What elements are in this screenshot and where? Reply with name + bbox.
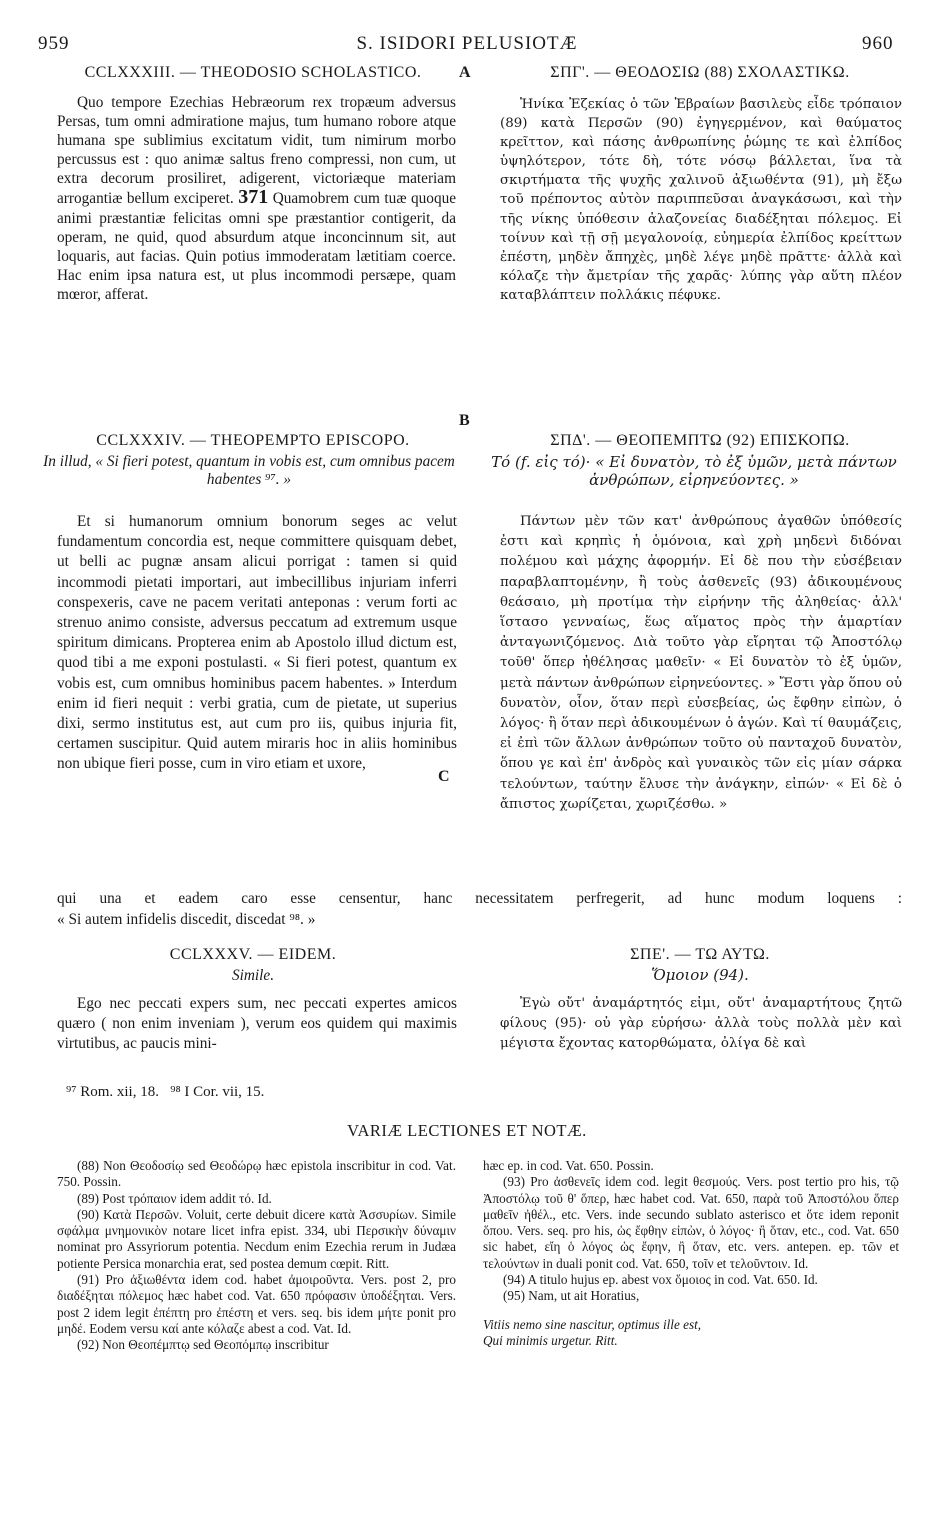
note-92-continued: hæc ep. in cod. Vat. 650. Possin. bbox=[483, 1158, 654, 1173]
ep285-latin-paragraph: Ego nec peccati expers sum, nec peccati expertes amicos quæro ( non enim inveniam ), verum eos quidem qui maximis virtutibus, ac paucis mini- bbox=[57, 995, 457, 1052]
ep283-latin-title: CCLXXXIII. — THEODOSIO SCHOLASTICO. bbox=[84, 64, 422, 81]
column-marker-c: C bbox=[438, 768, 450, 785]
right-page-number: 960 bbox=[862, 33, 894, 54]
note-95: (95) Nam, ut ait Horatius, bbox=[503, 1288, 640, 1304]
ep283-greek-text bbox=[500, 95, 902, 305]
ep283-greek-title: ΣΠΓ'. — ΘΕΟΔΟΣΙΩ (88) ΣΧΟΛΑΣΤΙΚΩ. bbox=[550, 64, 850, 81]
note-88: (88) Non Θεοδοσίῳ sed Θεοδώρῳ hæc epistola inscribitur in cod. Vat. 750. Possin. bbox=[57, 1158, 456, 1190]
ep283-greek-paragraph: Ἡνίκα Ἐζεκίας ὁ τῶν Ἑβραίων βασιλεὺς εἶδε τρόπαιον (89) κατὰ Περσῶν (90) ἐγηγερμένον, καὶ θαύματος κρεῖττον, καὶ πάσης ἀνθρωπίνης ῥώμης τε καὶ ἐλπίδος ὑψηλότερον, τότε δὴ, τότε νόσῳ βάλλεται, ἵνα τὰ σκιρτήματα τῆς ψυχῆς χαλινοῦ ἀξιωθέντα (91), μὴ ἔξω τοῦ πρέποντος αὐτὸν παριππεῦσαι ἀναγκάσωσι, καὶ τὴν τῆς νίκης ὑπόθεσιν ἀλαζονείας διαδέξηται πόλεμος. Εἰ τοίνυν καὶ τῇ σῇ μεγαλονοίᾳ, εὐημερία ἐλπίδος κρείττων ἐπέστη, μηδὲν ἄπηχὲς, μηδὲ λέγε μηδὲ πρᾶττε· ἀλλὰ καὶ κόλαζε τὴν ἄμετρίαν τῆς χαρᾶς· λύπης γὰρ αὕτη πλέον καταβλάπτειν πολλάκις πέφυκε. bbox=[500, 97, 902, 303]
column-marker-a: A bbox=[459, 64, 471, 81]
horace-verse-2: Qui minimis urgetur. Ritt. bbox=[483, 1332, 618, 1348]
ep285-greek-subtitle: Ὅμοιον (94). bbox=[651, 966, 749, 984]
ep285-latin-text bbox=[57, 994, 457, 1054]
running-title: S. ISIDORI PELUSIOTÆ bbox=[356, 33, 578, 54]
ep285-latin-subtitle: Simile. bbox=[231, 967, 275, 984]
scripture-footnotes: ⁹⁷ Rom. xii, 18. ⁹⁸ I Cor. vii, 15. bbox=[66, 1084, 265, 1100]
ep284-last-line: « Si autem infidelis discedit, discedat ⁹⁸. » bbox=[57, 911, 316, 928]
ep284-latin-title: CCLXXXIV. — THEOPEMPTO EPISCOPO. bbox=[96, 432, 410, 449]
ep285-greek-text bbox=[500, 994, 902, 1054]
ep284-latin-paragraph: Et si humanorum omnium bonorum seges ac velut fundamentum concordia est, neque committere quisquam debet, ut belli ac pugnæ ansam alicui porrigat : tamen si quid incommodi pietati importari, aut imbecillibus injuriam inferri conspexeris, cave ne pacem veritati anteponas : verum forti ac strenuo animo consiste, adversus peccatum ad extremum usque spiritum dimicans. Propterea enim ab Apostolo illud dictum est, quod tibi a me exponi postulasti. « Si fieri potest, quantum ex vobis est, cum omnibus hominibus pacem habentes. » Interdum enim id fieri nequit : verbi gratia, cum de pietate, ut superius dixi, sermo institutus est, aut cum pro iis, quibus injuria fit, certamen suscipitur. Quid autem miraris hoc in aliis hominibus non ubique fieri posse, cum in viro etiam et uxore, bbox=[57, 513, 457, 773]
ep284-latin-text bbox=[57, 512, 457, 775]
ep284-greek-subtitle: Τό (f. εἰς τό)· « Εἰ δυνατὸν, τὸ ἐξ ὑμῶν, μετὰ πάντων ἀνθρώπων, εἰρηνεύοντες. » bbox=[491, 453, 897, 489]
ep285-latin-title: CCLXXXV. — EIDEM. bbox=[169, 946, 337, 963]
column-marker-b: B bbox=[459, 412, 470, 429]
notes-right-column bbox=[483, 1158, 899, 1349]
ep285-greek-title: ΣΠΕ'. — ΤΩ ΑΥΤΩ. bbox=[630, 946, 770, 963]
left-page-number: 959 bbox=[38, 33, 70, 54]
ep284-greek-text bbox=[500, 512, 902, 815]
column-number-371: 371 bbox=[238, 186, 269, 209]
ep283-latin-part1: Quo tempore Ezechias Hebræorum rex tropæum adversus Persas, tum omni admiratione majus, tum humano robore atque humana spe sublimius excitatum vidit, tum nimirum morbo percussus est : quo animæ saltus freno compressi, non cum, ut extra decorum prosiliret, adigerent, victoriæque materiam arrogantiæ bellum exciperet. bbox=[57, 94, 456, 208]
note-91: (91) Pro ἀξιωθέντα idem cod. habet ἀμοιροῦντα. Vers. post 2, pro διαδέξηται πόλεμος hæc habet cod. Vat. 650 πρόφασιν ὑποδέξηται. Vers. post 2 idem legit ἐπέπτη pro ἐπέστη et vers. seq. bis idem μήτε ponit pro μηδέ. Eodem versu καί ante κόλαζε abest a cod. Vat. Id. bbox=[57, 1272, 456, 1336]
note-90: (90) Κατὰ Περσῶν. Voluit, certe debuit dicere κατὰ Ἀσσυρίων. Simile σφάλμα μνημονικὸν notare licet infra epist. 334, ubi Περσικὴν δύναμιν nominat pro Assyriorum potentia. Necdum enim Ezechia rerum in Judæa potiente Persica monarchia erat, sed postea demum cœpit. Ritt. bbox=[57, 1206, 456, 1271]
notes-left-column bbox=[57, 1158, 456, 1354]
ep284-full-line: qui una et eadem caro esse censentur, hanc necessitatem perfregerit, ad hunc modum loquens : bbox=[57, 890, 902, 907]
ep284-greek-paragraph: Πάντων μὲν τῶν κατ' ἀνθρώπους ἀγαθῶν ὑπόθεσίς ἐστι καὶ κρηπὶς ἡ ὁμόνοια, καὶ χρὴ μηδενὶ διδόναι πολέμου καὶ μάχης ἀφορμήν. Εἰ δὲ που τὴν εὐσέβειαν παραβλαπτομένην, ἢ τοὺς ἀσθενεῖς (93) ἀδικουμένους θεάσαιο, μὴ προτίμα τὴν εἰρήνην τῆς ἀληθείας· ἀλλ' ἵστασο γενναίως, ἕως αἵματος πρὸς τὴν ἁμαρτίαν ἀνταγωνιζόμενος. Διὰ τοῦτο γὰρ εἴρηται τῷ Ἀποστόλῳ τοῦθ' ὅπερ ἠθέλησας μαθεῖν· « Εἰ δυνατὸν τὸ ἐξ ὑμῶν, μετὰ πάντων ἀνθρώπων εἰρηνεύοντες. » Ἔστι γὰρ ὅπου οὐ δυνατὸν, οἷον, ὅταν περὶ εὐσεβείας, ὡς ἔφθην εἰπὼν, ὁ λόγος· ἢ ὅταν περὶ ἀδικουμένων ὁ ἀγών. Καὶ τί θαυμάζεις, εἰ ἐπὶ τῶν ἄλλων ἀνθρώπων τοῦτο οὐ πανταχοῦ δυνατὸν, ὅπου γε καὶ ἐπ' ἀνδρὸς καὶ γυναικὸς τῶν εἰς μίαν σάρκα τελούντων, ταύτην ἔλυσε τὴν ἀνάγκην, εἰπών· « Εἰ δὲ ὁ ἄπιστος χωρίζεται, χωριζέσθω. » bbox=[500, 514, 902, 812]
note-93: (93) Pro ἀσθενεῖς idem cod. legit θεσμούς. Vers. post tertio pro his, τῷ Ἀποστόλῳ τοῦ θ' ὅπερ, hæc habet cod. Vat. 650, παρὰ τοῦ Ἀποστόλου ὅπερ μαθεῖν ἠθέλ., etc. Vers. inde secundo sublato asterisco et ὅτε idem reponit ὅπου. Vers. seq. pro his, ὡς ἔφθην εἰπὼν, ὁ λόγος· ἢ ὅταν, etc., cod. Vat. 650 sic habet, εἴη ὁ λόγος ὡς ἔφην, ἢ ὅταν, etc. vers. antepen. ep. τῶν et τελούντων in duali ponit cod. Vat. 650, τοῖν et τελοῦντοιν. Id. bbox=[483, 1174, 899, 1271]
ep283-latin-text bbox=[57, 93, 456, 304]
note-94: (94) A titulo hujus ep. abest vox ὅμοιος in cod. Vat. 650. Id. bbox=[503, 1272, 818, 1288]
note-92: (92) Non Θεοπέμπτῳ sed Θεοπόμπῳ inscribitur bbox=[77, 1337, 329, 1353]
ep284-latin-subtitle: In illud, « Si fieri potest, quantum in vobis est, cum omnibus pacem habentes ⁹⁷. » bbox=[43, 453, 455, 488]
horace-verse-1: Vitiis nemo sine nascitur, optimus ille est, bbox=[483, 1316, 702, 1332]
notes-heading: VARIÆ LECTIONES ET NOTÆ. bbox=[347, 1121, 587, 1140]
note-89: (89) Post τρόπαιον idem addit τό. Id. bbox=[77, 1190, 272, 1206]
ep285-greek-paragraph: Ἐγὼ οὔτ' ἀναμάρτητός εἰμι, οὔτ' ἀναμαρτήτους ζητῶ φίλους (95)· οὐ γὰρ εὑρήσω· ἀλλὰ τοὺς πολλὰ μὲν καὶ μέγιστα ἔχοντας κατορθώματα, ὀλίγα δὲ καὶ bbox=[500, 996, 902, 1051]
ep284-greek-title: ΣΠΔ'. — ΘΕΟΠΕΜΠΤΩ (92) ΕΠΙΣΚΟΠΩ. bbox=[550, 432, 850, 449]
ep283-latin-part2: Quamobrem cum tuæ quoque animi præstantiæ felicitas omni spe præstantior contigerit, da operam, ne quid, quod absurdum atque inconcinnum sit, aut loquaris, aut facias. Quin potius immoderatam lætitiam coerce. Hac enim ipsa natura est, ut plus incommodi persæpe, quam mœror, afferat. bbox=[57, 190, 457, 303]
